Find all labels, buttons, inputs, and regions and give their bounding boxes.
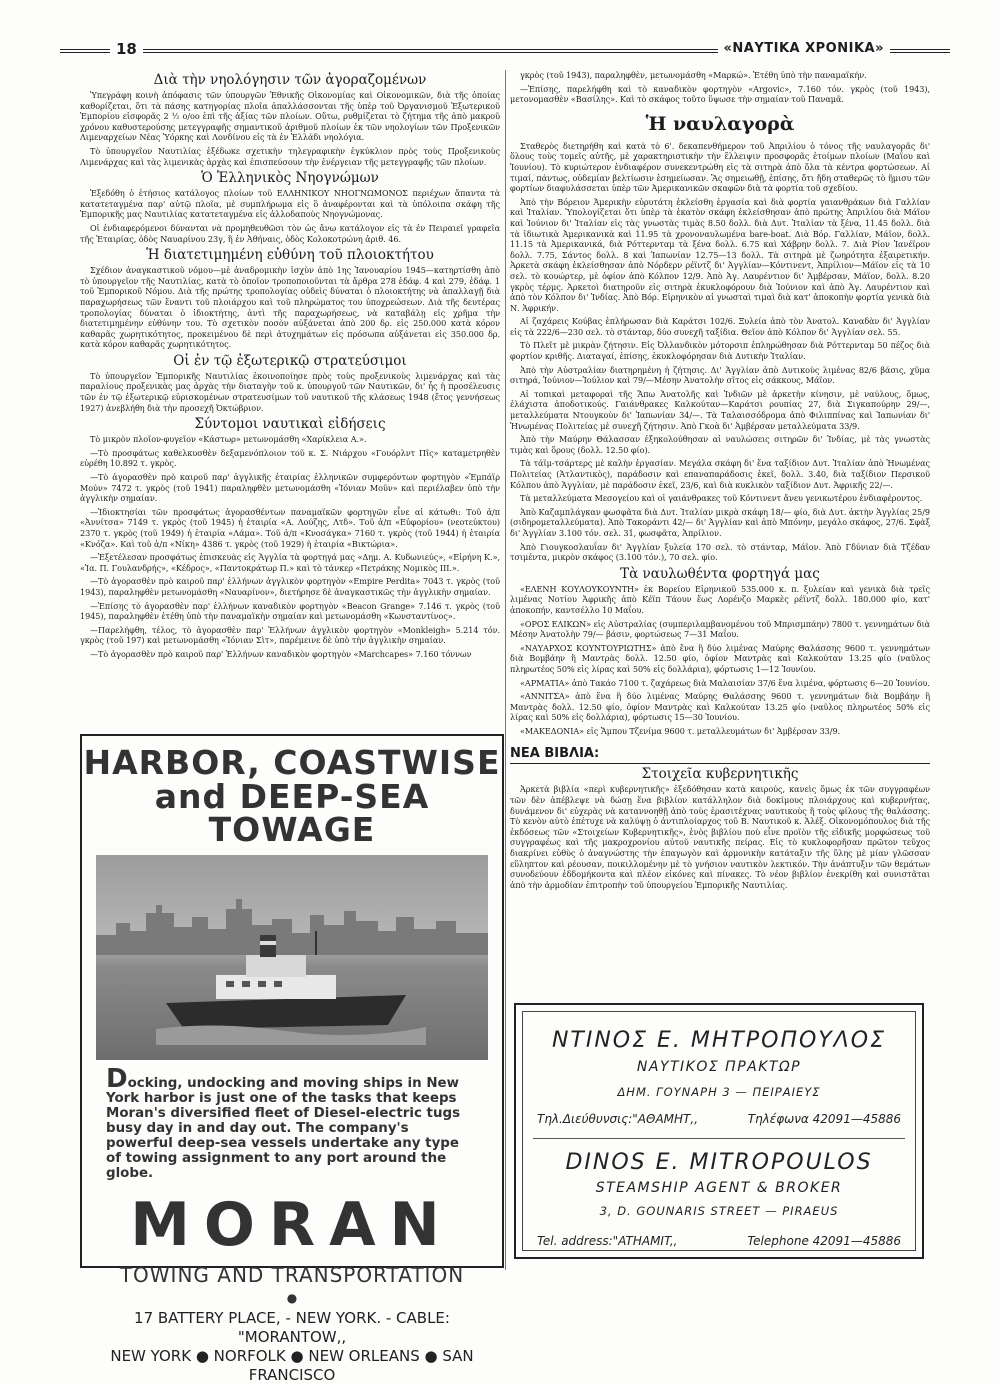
page-header [60, 40, 950, 62]
agent-phones-greek: Τηλέφωνα 42091—45886 [747, 1112, 901, 1126]
article-paragraph: Ἀρκετὰ βιβλία «περὶ κυβερνητικῆς» ἐξεδόθησαν κατὰ καιρούς, κανεὶς ὅμως ἐκ τῶν συγγραφέων τῶν δὲν ἀπέβλεψε νὰ δώσῃ ἕνα βιβλίον κατάλληλον διὰ δοκίμους πλοιάρχους καὶ κυβερνήτας, δυνάμενον δι' εὐχερὰς νὰ καταννοηθῇ ἀπὸ τοὺς ἐρασιτέχνας ναυτικοὺς ἢ τοὺς φίλους τῆς θαλάσσης. Τὸ κενὸν αὐτὸ ἐπέτυχε νὰ καλύψῃ ὁ ἀντιπλοίαρχος τοῦ Β. Ναυτικοῦ κ. Ἀλέξ. Οἰκονομόπουλος διὰ τῆς ἐκδόσεως τῶν «Στοιχείων Κυβερνητικῆς», ἑνὸς βιβλίου ποὺ εἶνε προϊὸν τῆς εἰδικῆς μορφώσεως τοῦ συγγραφέως καὶ τῆς μακροχρονίου αὐτοῦ ναυτικῆς πείρας. Εἰς τὸ κυκλοφορῆσαν πρῶτον τεῦχος διακρίνει εὐθὺς ὁ ἀναγνώστης τὴν ἐπαγωγὸν καὶ ἁρμονικὴν κατάταξιν τῆς ὕλης μὲ μίαν γλῶσσαν εὔληπτον καὶ ρέουσαν, ποικιλλομένην μὲ τὸ γνήσιον ναυτικὸν λεκτικόν. Τὴν ἀνάπτυξιν τῶν θεμάτων συνοδεύουν ἐδδομήκοντα καὶ πλέον εἰκόνες καὶ πίνακες. Τὸ νέον βιβλίον ἐνεκρίθη καὶ συνιστᾶται ἀπὸ τὴν ἁρμοδίαν ἐπιτροπὴν τοῦ ὑπουργείου Ἐμπορικῆς Ναυτιλίας. [510, 784, 930, 890]
article-paragraph: «ΕΛΕΝΗ ΚΟΥΛΟΥΚΟΥΝΤΗ» ἐκ Βορείου Εἰρηνικοῦ 535.000 κ. π. ξυλείαν καὶ γενικὰ διὰ τρεῖς λιμένας Νοτίου Ἀφρικῆς ἀπὸ Κέϊπ Τάουν ἕως Λορένζο Μαρκὲς ρέϊντζ δολλ. 180.000 φίο, κατ' ἀποκοπήν, καντσέλλο 10 Μαΐου. [510, 583, 930, 615]
page-number: 18 [110, 40, 143, 58]
article-paragraph: Σχέδιον ἀναγκαστικοῦ νόμου—μὲ ἀναδρομικὴν ἰσχὺν ἀπὸ 1ης Ἰανουαρίου 1945—κατηρτίσθη ἀπὸ τὸ ὑπουργεῖον τῆς Ναυτιλίας, κατὰ τὸ ὁποῖον τροποποιοῦνται τὰ ἄρθρα 278 ἐδάφ. 4 καὶ 279, ἐδάφ. 1 τοῦ Ἐμπορικοῦ Νόμου. Διὰ τῆς πρώτης τροπολογίας οὐδεὶς δύναται ὁ πλοιοκτήτης νὰ ἀπαλλαγῇ διὰ παραχωρήσεως τῶν ἔναντι τοῦ πλοιάρχου καὶ τοῦ πληρώματος του ὑποχρεώσεων. Διὰ τῆς δευτέρας τροπολογίας δύναται ὁ ἰδιοκτήτης, ἀντὶ τῆς παραχωρήσεως, νὰ καταβάλῃ εἰς χρῆμα τὴν διατετιμημένην εὐθύνην του. Τὸ σχετικὸν ποσὸν αὐξάνεται ἀπὸ 200 δρ. εἰς 250.000 κατὰ κόρον καθαρᾶς χωρητικότητος, προκειμένου δὲ περὶ ἀτυχημάτων εἰς πρόσωπα αὐξάνεται εἰς 350.000 δρ. κατὰ κόρον καθαρᾶς χωρητικότητος. [80, 265, 500, 350]
agent-name-english: DINOS E. MITROPOULOS [565, 1150, 873, 1175]
article-paragraph: —Τὸ ἀγορασθὲν πρὸ καιροῦ παρ' ἑλλήνων ἀγγλικὸν φορτηγὸν «Empire Perdita» 7043 τ. γκρὸς (τοῦ 1943), παραληφθὲν μετωνομάσθη «Ναυαρίνον», διετήρησε δὲ ἀναγκαστικῶς τὴν ἀγγλικὴν σημαίαν. [80, 576, 500, 597]
article-paragraph: Τὸ ὑπουργεῖον Ἐμπορικῆς Ναυτιλίας ἐκοινοποίησε πρὸς τοὺς προξενικοὺς λιμενάρχας καὶ τὰς παραλίους προξενικὰς μας ἀρχὰς τὴν διαταγὴν τοῦ κ. ὑπουργοῦ τῶν Ναυτικῶν, δι' ἧς ἡ προσέλευσις τῶν ἐν τῷ ἐξωτερικῷ εὑρισκομένων στρατευσίμων τοῦ ναυτικοῦ τῆς κλάσεως 1948 (ἔτος γεννήσεως 1927) ἀνεβλήθη διὰ τὴν προσεχῆ Ὀκτώβριον. [80, 370, 500, 413]
article-paragraph: Τὸ Πλεῖτ μὲ μικρὰν ζήτησιν. Εἰς Ὀλλανδικὸν μότορσιπ ἐπληρώθησαν διὰ Ρόττερνταμ 50 πέζος διὰ φορτίον κριθῆς. Διαταγαί, ἐπίσης, ἐκυκλοφόρησαν διὰ Δυτικὴν Ἰταλίαν. [510, 340, 930, 362]
article-paragraph: Τὸ μικρὸν πλοῖον-φυγεῖον «Κάστωρ» μετωνομάσθη «Χαρίκλεια Α.». [90, 434, 367, 445]
moran-advertisement [80, 734, 504, 1384]
ad-brand: MORAN [130, 1189, 454, 1260]
article-paragraph: «ΑΝΝΙΤΣΑ» ἀπὸ ἕνα ἢ δύο λιμένας Μαύρης Θαλάσσης 9600 τ. γεννημάτων διὰ Βομβάην ἢ Μαντρὰς δολλ. 12.50 φίο, ὀφίον Μαντρὰς καὶ Καλκούταν 13.25 φίο (ναῦλος πληρωτέος 50% εἰς λίρας καὶ 50% εἰς δολλάρια), φόρτωσις 15—30 Ἰουνίου. [510, 691, 930, 723]
ad-address-line-2: NEW YORK ● NORFOLK ● NEW ORLEANS ● SAN FRANCISCO [110, 1346, 474, 1384]
article-paragraph: —Τὸ ἀγορασθὲν πρὸ καιροῦ παρ' Ἑλλήνων καναδικὸν φορτηγὸν «Marchcapes» 7.160 τόννων [90, 648, 472, 659]
article-paragraph: Τὸ ὑπουργεῖον Ναυτιλίας ἐξέδωκε σχετικὴν τηλεγραφικὴν ἐγκύκλιον πρὸς τοὺς Προξενικοὺς Λιμενάρχας καὶ τὰς λιμενικὰς ἀρχὰς καὶ ἐπισπεύσουν τὴν ἐνέργειαν τῆς μετεγγραφῆς τῶν πλοίων. [80, 145, 500, 167]
article-paragraph: —Παρελήφθη, τέλος, τὸ ἀγορασθὲν παρ' Ἑλλήνων ἀγγλικὸν φορτηγὸν «Monkleigh» 5.214 τόν. γκρὸς (τοῦ 197) καὶ μετωνομάσθη «Ἰόνιαν Σὶτ», παρέμεινε δὲ ὑπὸ τὴν ἀγγλικὴν σημαίαν. [80, 624, 500, 646]
article-paragraph: Τὰ τάϊμ-τσάρτερς μὲ καλὴν ἐργασίαν. Μεγάλα σκάφη δι' ἕνα ταξίδιον Δυτ. Ἰταλίαν ἀπὸ Ἡνωμένας Πολιτείας (Ἀτλαντικὸς), παράδοσιν καὶ επαναπαράδοσις ἐκεῖ, δολλ. 3.40, διὰ ταξίδιον Περσικοῦ Κόλπου ἀπὸ Ἀγγλίαν, μὲ παράδοσιν ἐκεῖ, 23/6, καὶ διὰ κυκλικὸν ταξίδιον Δυτ. Ἀφρικῆς 22/—. [510, 458, 930, 490]
agent-address-english: 3, D. GOUNARIS STREET — PIRAEUS [599, 1204, 839, 1218]
freight-market-heading: Ἡ ναυλαγορὰ [645, 112, 795, 135]
article-paragraph: Ἀπὸ τὴν Μαύρην Θάλασσαν ἐξηκολούθησαν αἱ ναυλώσεις σιτηρῶν δι' Ἰνδίας, μὲ τὰς γνωστὰς τιμὰς καὶ ὅρους (δολλ. 12.50 φίο). [510, 434, 930, 455]
article-paragraph: «ΑΡΜΑΤΙΑ» ἀπὸ Τακάο 7100 τ. ζαχάρεως διὰ Μαλαισίαν 37/6 ἕνα λιμένα, φόρτωσις 6—20 Ἰουνίου. [520, 677, 930, 688]
article-paragraph: Ἀπὸ Καζαμπλάγκαν φωσφᾶτα διὰ Δυτ. Ἰταλίαν μικρὰ σκάφη 18/— φίο, διὰ Δυτ. ἀκτὴν Ἀγγλίας 25/9 (σιδηρομεταλλεύματα). Ἀπὸ Τακοράντι 42/— δι' Ἀγγλίαν καὶ ἀπὸ Μπόνην, μεγάλο σκάφος, 27/6. Σφὰξ δι' Ἀγγλίαν 3.100 τόν. σελ. 31, φωσφᾶτα, Ἀπρίλιον. [510, 506, 930, 538]
right-column [510, 70, 930, 999]
agent-role-english: STEAMSHIP AGENT & BROKER [595, 1180, 843, 1196]
article-paragraph: «ΜΑΚΕΔΟΝΙΑ» εἰς Ἄμπου Τζενίμα 9600 τ. μεταλλευμάτων δι' Ἀμβέρσαν 33/9. [520, 725, 841, 736]
ad-bullet: ● [286, 1290, 298, 1305]
chartered-ships-heading: Τὰ ναυλωθέντα φορτηγά μας [620, 565, 820, 582]
tugboat-image [156, 925, 426, 1045]
agent-address-greek: ΔΗΜ. ΓΟΥΝΑΡΗ 3 — ΠΕΙΡΑΙΕΥΣ [617, 1085, 821, 1099]
agent-telegraph-english: Tel. address:"ATHAMIT,, [537, 1234, 678, 1248]
article-paragraph: Σταθερὸς διετηρήθη καὶ κατὰ τὸ 6'. δεκαπενθήμερον τοῦ Ἀπριλίου ὁ τόνος τῆς ναυλαγορᾶς δι' ὅλους τοὺς τομεῖς αὐτῆς, μὲ χαρακτηριστικὴν τὴν ἔλλειψιν προσφορᾶς ἑτοίμων πλοίων (Μαΐου καὶ Ἰουνίου). Τὸ κυριώτερον ἐνδιαφέρον συνεκεντρώθη εἰς τὰ σιτηρὰ ἀπὸ ὅλα τὰ κέντρα φορτώσεων. Αἱ τιμαί, πάντως, οὐδεμίαν βελτίωσιν ἐσημείωσαν. Ἂς σημειωθῇ, ἐπίσης, ὅτι ἤδη σταθερῶς τὸ ἥμισυ τῶν φορτίων διαφυλάσσεται ὑπὲρ τῶν Ἀμερικανικῶν σκαφῶν διὰ τὰ φορτία τοῦ σχεδίου. [510, 140, 930, 194]
article-paragraph: Ἐξεδόθη ὁ ἐτήσιος κατάλογος πλοίων τοῦ ΕΛΛΗΝΙΚΟΥ ΝΗΟΓΝΩΜΟΝΟΣ περιέχων ἅπαντα τὰ κατατεταγμένα παρ' αὐτῷ πλοῖα, μὲ συμπλήρωμα εἰς ὃ ἀναφέρονται καὶ τὰ ὑπόλοιπα σκάφη τῆς Ἐμπορικῆς μας Ναυτιλίας κατατεταγμένα εἰς ἀλλοδαποὺς Νηογνώμονας. [80, 188, 500, 220]
section-heading: Ἡ διατετιμημένη εὐθύνη τοῦ πλοιοκτήτου [146, 247, 434, 264]
new-books-label: ΝΕΑ ΒΙΒΛΙΑ: [510, 744, 930, 764]
article-paragraph: Ἀπὸ τὴν Βόρειον Ἀμερικὴν εὐρυτάτη ἐκλείσθη ἐργασία καὶ διὰ φορτία γαιανθράκων διὰ Γαλλίαν καὶ Ἰταλίαν. Ὑπολογίζεται ὅτι ὑπὲρ τὰ ἑκατὸν σκάφη ἐκλείσθησαν ἀπὸ πρώτης Ἀπριλίου διὰ Μάϊον καὶ Ἰούνιον δι' Ἰταλίαν εἰς τὰς γνωστὰς τιμὰς 8.50 δολλ. διὰ Δυτ. Ἰταλίαν τὰ ξένα, 11.45 δολλ. διὰ τὰ ἰδιωτικὰ Ἀμερικανικὰ καὶ 11.95 τὰ χρονοναυλωμένα bare-boat. Διὰ Βόρ. Γαλλίαν, Μάϊον, δολλ. 11.15 τὰ Ἀμερικανικά, διὰ Ρόττερνταμ τὰ ξένα δολλ. 6.75 καὶ Χάβρην δολλ. 7. Διὰ Ρίον Ἰανέϊρον δολλ. 7.75, Σάντος δολλ. 8 καὶ Ἰαπωνίαν 12.75—13 δολλ. Τὰ σιτηρὰ μὲ ζωηρότητα ἐξαιρετικήν. Ἀρκετὰ σκάφη ἐκλείσθησαν ἀπὸ Νόρδερν ρέϊντζ δι' Ἀγγλίαν—Κόντινεντ, Ἀπρίλιον—Μάϊον εἰς τὰ 10 σελ. τὸ κουώρτερ, μὲ ὀφίον ἀπὸ Κόλπον 12/9. Ἀπὸ Ἀγ. Λαυρέντιον δι' Ἀμβέρσαν, Μάϊον, δολλ. 8.20 γκρὸς τέρμς. Ἀρκετοὶ διατηροῦν εἰς σιτηρὰ ἐκυκλοφόρουν διὰ Ἰούνιον καὶ ἀπὸ Ἀγ. Λαυρέντιον καὶ ἀπὸ τὸν Κόλπον δι' Ἰνδίας. Ἀπὸ Βόρ. Εἰρηνικὸν αἱ γνωσταὶ τιμαὶ διὰ κατ' ἀποκοπὴν φορτία γενικὰ διὰ Ν. Ἀφρικήν. [510, 196, 930, 313]
agent-card-frame [522, 1011, 916, 1251]
left-column [80, 70, 500, 730]
agent-role-greek: ΝΑΥΤΙΚΟΣ ΠΡΑΚΤΩΡ [636, 1059, 802, 1075]
section-heading: Ὁ Ἑλληνικὸς Νηογνώμων [201, 170, 379, 187]
section-heading: Διὰ τὴν νηολόγησιν τῶν ἀγοραζομένων [153, 72, 427, 88]
article-paragraph: Ἀπὸ Γιουγκοσλαυΐαν δι' Ἀγγλίαν ξυλεία 170 σελ. τὸ στάνταρ, Μάϊον. Ἀπὸ Γδύνιαν διὰ Τζέδαν τσιμέντα, μικρὸν σκάφος (3.100 τόν.), 70 σελ. φίο. [510, 541, 930, 563]
agent-telegraph-greek: Τηλ.Διεύθυνσις:"ΑΘΑΜΗΤ,, [537, 1112, 699, 1126]
masthead-title: «ΝΑΥΤΙΚΑ ΧΡΟΝΙΚΑ» [718, 41, 890, 56]
ad-subtitle: TOWING AND TRANSPORTATION [119, 1262, 465, 1287]
ad-headline [82, 743, 502, 850]
ad-description-text: ocking, undocking and moving ships in New York harbor is just one of the tasks that keeps Moran's diversified fleet of Diesel-electric tugs busy day in and day out. The company's powerful deep-sea vessels undertake any type of towing assignment to any port around the globe. [106, 1075, 461, 1181]
ad-headline-line-1: HARBOR, COASTWISE [83, 743, 501, 782]
tugboat-photo [96, 855, 488, 1060]
article-paragraph: —Ἐπίσης τὸ ἀγορασθὲν παρ' ἑλλήνων καναδικὸν φορτηγὸν «Beacon Grange» 7.146 τ. γκρὸς (τοῦ 1945), παραληφθὲν ἐτέθη ὑπὸ τὴν παναμαϊκὴν σημαίαν καὶ μετωνομάσθη «Κωνσταντίνος». [80, 600, 500, 622]
shipping-agent-card [514, 1003, 924, 1259]
agent-card-divider [533, 1138, 905, 1139]
article-paragraph: Ἀπὸ τὴν Αὐστραλίαν διατηρημένη ἡ ζήτησις. Δι' Ἀγγλίαν ἀπὸ Δυτικοὺς λιμένας 82/6 βάσις, χῦμα σιτηρά, Ἰούνιον—Ἰούλιον καὶ 79/—Μέσην Ἀνατολὴν σῖτος εἰς σάκκους, Μάϊον. [510, 364, 930, 386]
ad-drop-cap: D [106, 1063, 128, 1094]
article-paragraph: Αἱ τοπικαὶ μεταφοραὶ τῆς Ἄπω Ἀνατολῆς καὶ Ἰνδιῶν μὲ ἀρκετὴν κίνησιν, μὲ ναύλους, ὅμως, ἐλάχιστα ἀποδοτικούς. Γαιάνθρακες Καλκούταν—Καράτσι ρουπίας 27, διὰ Σιγκαπούρην 29/—, μεταλλεύματα Ντουγκοὺν δι' Ἰαπωνίαν 34/—. Τὰ Ταλαισσόδρομα ἀπὸ Φιλιππίνας καὶ Ἰαπωνίαν δι' Ἡνωμένας Πολιτείας μὲ συνεχῆ ζήτησιν. Ἀπὸ Γκοὰ δι' Ἀμβέρσαν μεταλλεύματα 33/9. [510, 388, 930, 431]
article-paragraph: Οἱ ἐνδιαφερόμενοι δύνανται νὰ προμηθευθῶσι τὸν ὡς ἄνω κατάλογον εἰς τὰ ἐν Πειραιεῖ γραφεῖα τῆς Ἑταιρίας, ὁδὸς Ναυαρίνου 23γ, ἢ ἐν Ἀθήναις, ὁδὸς Κολοκοτρώνη ἀριθ. 46. [80, 222, 500, 244]
section-heading: Οἱ ἐν τῷ ἐξωτερικῷ στρατεύσιμοι [173, 352, 407, 369]
ad-address-line-1: 17 BATTERY PLACE, - NEW YORK. - CABLE: "MORANTOW,, [134, 1308, 450, 1346]
section-heading: Σύντομοι ναυτικαὶ εἰδήσεις [194, 416, 386, 433]
article-paragraph: —Τὸ ἀγορασθὲν πρὸ καιροῦ παρ' ἀγγλικῆς ἑταιρίας ἑλληνικῶν συμφερόντων φορτηγὸν «Ἐμπάϊρ Μούν» 7472 τ. γκρὸς (τοῦ 1941) παραληφθὲν μετωνομάσθη «Ἰόνιαν Μοῦν» καὶ περιέλαβεν ὑπὸ τὴν ἀγγλικὴν σημαίαν. [80, 472, 500, 504]
column-divider [505, 70, 506, 1270]
article-paragraph: γκρὸς (τοῦ 1943), παραληφθὲν, μετωνομάσθη «Μαρκώ». Ἐτέθη ὑπὸ τὴν παναμαϊκήν. [520, 70, 867, 80]
ad-description [106, 1063, 478, 1181]
agent-name-greek: ΝΤΙΝΟΣ Ε. ΜΗΤΡΟΠΟΥΛΟΣ [551, 1028, 887, 1053]
article-paragraph: «ΝΑΥΑΡΧΟΣ ΚΟΥΝΤΟΥΡΙΩΤΗΣ» ἀπὸ ἕνα ἢ δύο λιμένας Μαύρης Θαλάσσης 9600 τ. γεννημάτων διὰ Βομβάην ἢ Μαντρὰς δολλ. 12.50 φίο, ὀφίον Μαντρὰς καὶ Καλκούταν 13.25 φίο (ναῦλος πληρωτέος 50% εἰς λίρας καὶ 50% εἰς δολλάρια), φόρτωσις 1—12 Ἰουνίου. [510, 642, 930, 674]
book-review-heading: Στοιχεῖα κυβερνητικῆς [641, 766, 799, 783]
article-paragraph: —Ἰδιοκτησίαι τῶν προσφάτως ἀγορασθέντων παναμαϊκῶν φορτηγῶν εἶνε αἱ κάτωθι: Τοῦ ἀ/π «Ἀννίτσα» 7149 τ. γκρὸς (τοῦ 1945) ἡ ἑταιρία «Α. Λούζης, Λτδ». Τοῦ ἀ/π «Εὐφορίου» (νεοτεύκτου) 2370 τ. γκρὸς (τοῦ 1949) ἡ ἑταιρία «Λάμα». Τοῦ ἀ/π «Κνοσάγκα» 7160 τ. γκρὸς (τοῦ 1944) ἡ ἑταιρία «Κνόζα». Καὶ τοῦ ἀ/π «Νίκη» 4386 τ. γκρὸς (τοῦ 1929) ἡ ἑταιρία «Βικτώρια». [80, 506, 500, 549]
agent-contact-english [537, 1234, 901, 1248]
article-paragraph: —Τὸ προσφάτως καθελκυσθὲν δεξαμενόπλοιον τοῦ κ. Σ. Νιάρχου «Γουόρλντ Πῖς» καταμετρηθὲν εὑρέθη 10.892 τ. γκρὸς. [80, 447, 500, 469]
agent-contact-greek [537, 1112, 901, 1126]
ad-headline-line-2: and DEEP-SEA TOWAGE [154, 776, 430, 850]
article-paragraph: Αἱ ζαχάρεις Κούβας ἐπλήρωσαν διὰ Καράτσι 102/6. Ξυλεία ἀπὸ τὸν Ἀνατολ. Καναδὰν δι' Ἀγγλίαν εἰς τὰ 222/6—230 σελ. τὸ στάνταρ, δύο συνεχῆ ταξίδια. Θεῖον ἀπὸ Κόλπον δι' Ἀγγλίαν σελ. 55. [510, 316, 930, 337]
article-paragraph: «ΟΡΟΣ ΕΛΙΚΩΝ» εἰς Αὐστραλίας (συμπεριλαμβανομένου τοῦ Μπρισμπάην) 7800 τ. γεννημάτων διὰ Μέσην Ἀνατολὴν 79/— βάσιν, φορτώσεως 7—31 Μαΐου. [510, 618, 930, 640]
agent-phones-english: Telephone 42091—45886 [747, 1234, 901, 1248]
article-paragraph: Τὰ μεταλλεύματα Μεσογείου καὶ οἱ γαιάνθρακες τοῦ Κόντινεντ ἄνευ γενικωτέρου ἐνδιαφέροντος. [520, 493, 923, 504]
ad-address [82, 1309, 502, 1385]
article-paragraph: Ὑπεγράφη κοινὴ ἀπόφασις τῶν ὑπουργῶν Ἐθνικῆς Οἰκονομίας καὶ Οἰκονομικῶν, διὰ τῆς ὁποίας καθορίζεται, ὅτι τὰ πάσης κατηγορίας πλοῖα ἀπαλλάσσονται τῆς ὑπὲρ τοῦ Ὀργανισμοῦ Ἐξωτερικοῦ Ἐμπορίου εἰσφορᾶς 2 ½ ο/οο ἐπὶ τῆς ἀξίας τῶν πλοίων. Οὕτω, ρυθμίζεται τὸ ζήτημα τῆς ἀπὸ μακροῦ χρόνου καθυστερούσης μετεγγραφῆς σημαντικοῦ ἀριθμοῦ πλοίων ἐκ τῶν νηολογίων τῶν Προξενικῶν Λιμεναρχείων Νέας Ὑόρκης καὶ Λονδίνου εἰς τὰ ἐν Ἑλλάδι νηολόγια. [80, 90, 500, 143]
article-paragraph: —Ἐπίσης, παρελήφθη καὶ τὸ καναδικὸν φορτηγὸν «Argovic», 7.160 τόν. γκρὸς (τοῦ 1943), μετονομασθὲν «Βασίλης». Καὶ τὸ σκάφος τοῦτο ὕψωσε τὴν σημαίαν τοῦ Παναμᾶ. [510, 83, 930, 105]
article-paragraph: —Ἐξετέλεσαν προσφάτως ἐπισκευὰς εἰς Ἀγγλία τὰ φορτηγά μας «Δημ. Α. Κυδωνιεύς», «Εἰρήνη Κ.», «Ἰα. Π. Γουλανδρής», «Κέδρος», «Παντοκράτωρ Π.» καὶ τὸ τάνκερ «Πετράκης Νομικὸς ΙΙΙ.». [80, 552, 500, 573]
